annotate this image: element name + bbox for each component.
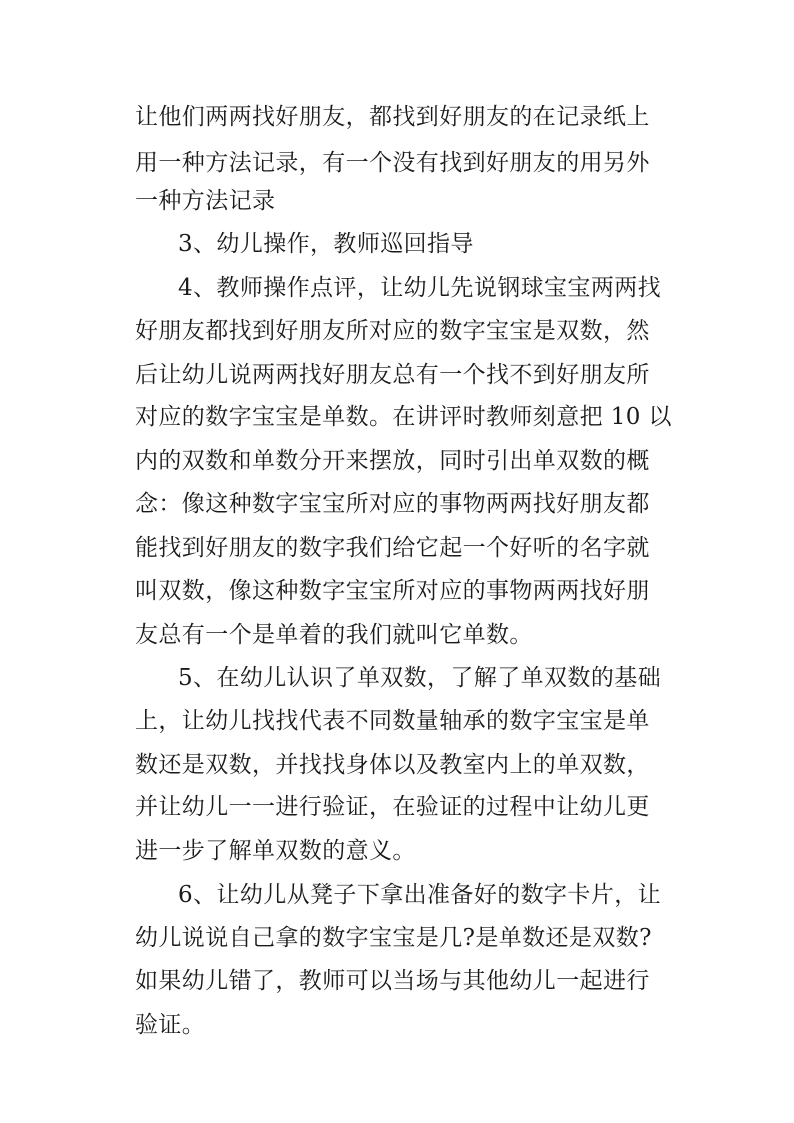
text-line: 幼儿说说自己拿的数字宝宝是几?是单数还是双数? <box>135 925 652 951</box>
text-line: 好朋友都找到好朋友所对应的数字宝宝是双数，然 <box>135 318 650 344</box>
text-line: 5、在幼儿认识了单双数，了解了单双数的基础 <box>178 665 662 691</box>
text-line: 并让幼儿一一进行验证，在验证的过程中让幼儿更 <box>135 794 650 820</box>
text-line: 如果幼儿错了，教师可以当场与其他幼儿一起进行 <box>135 968 650 994</box>
text-line: 一种方法记录 <box>135 188 276 214</box>
text-line: 友总有一个是单着的我们就叫它单数。 <box>135 622 533 648</box>
text-line: 3、幼儿操作，教师巡回指导 <box>178 231 474 257</box>
text-line: 叫双数，像这种数字宝宝所对应的事物两两找好朋 <box>135 578 650 604</box>
text-line: 后让幼儿说两两找好朋友总有一个找不到好朋友所 <box>135 362 650 388</box>
text-line: 4、教师操作点评，让幼儿先说钢球宝宝两两找 <box>178 275 662 301</box>
text-line: 念：像这种数字宝宝所对应的事物两两找好朋友都 <box>135 491 650 517</box>
text-line: 内的双数和单数分开来摆放，同时引出单双数的概 <box>135 448 650 474</box>
text-line: 让他们两两找好朋友，都找到好朋友的在记录纸上 <box>135 104 650 130</box>
text-line: 数还是双数，并找找身体以及教室内上的单双数， <box>135 752 650 778</box>
text-line: 能找到好朋友的数字我们给它起一个好听的名字就 <box>135 535 650 561</box>
text-line: 用一种方法记录，有一个没有找到好朋友的用另外 <box>135 150 650 176</box>
text-line: 验证。 <box>135 1012 206 1038</box>
text-line: 6、让幼儿从凳子下拿出准备好的数字卡片，让 <box>178 882 662 908</box>
text-line: 进一步了解单双数的意义。 <box>135 838 416 864</box>
text-line: 上，让幼儿找找代表不同数量轴承的数字宝宝是单 <box>135 708 650 734</box>
text-line: 对应的数字宝宝是单数。在讲评时教师刻意把 10 以 <box>135 404 672 430</box>
